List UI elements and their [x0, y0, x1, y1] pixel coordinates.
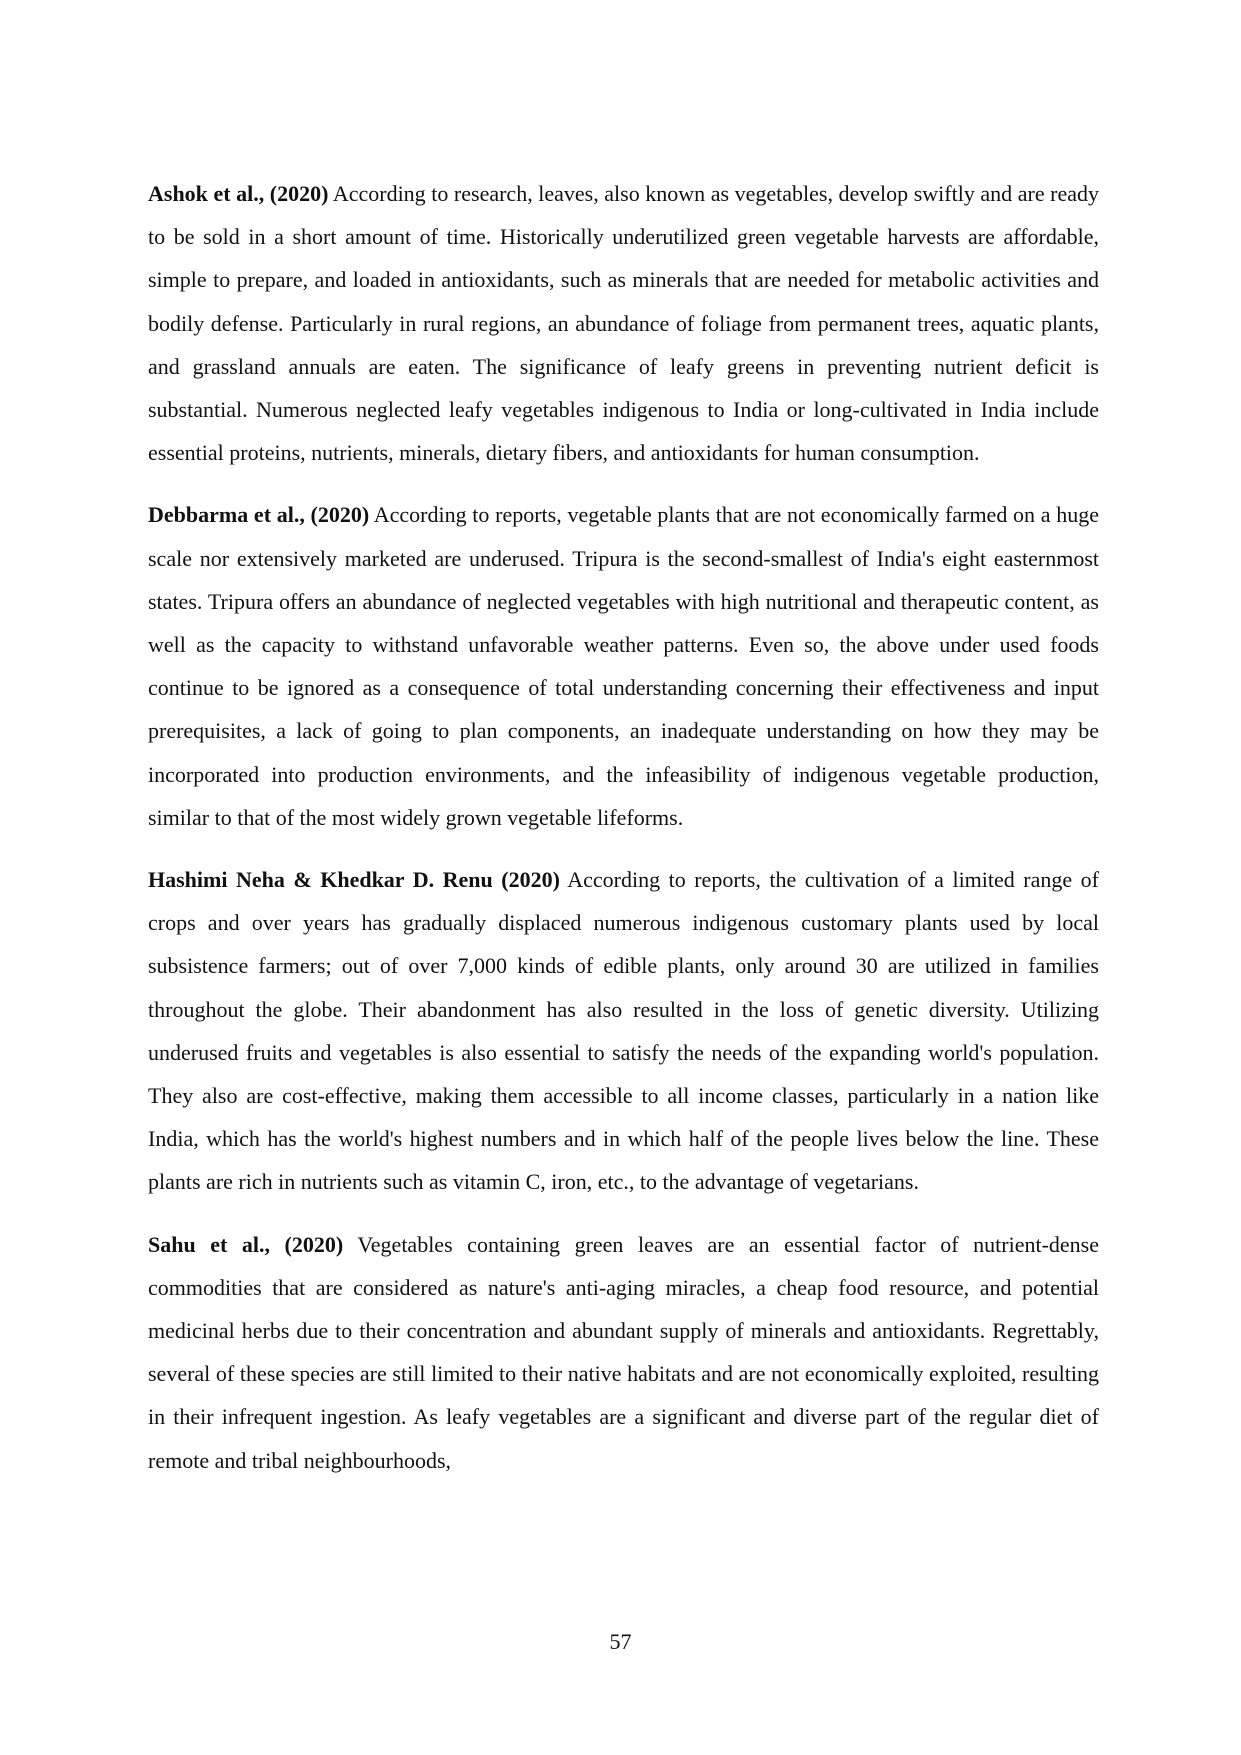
review-paragraph-ashok	[148, 172, 1099, 474]
paragraph-text-sahu: Vegetables containing green leaves are an essential factor of nutrient-dense commodities that are considered as nature's anti-aging miracles, a cheap food resource, and potential medicinal herbs due to their concentration and abundant supply of minerals and antioxidants. Regrettably, several of these species are still limited to their native habitats and are not economically exploited, resulting in their infrequent ingestion. As leafy vegetables are a significant and diverse part of the regular diet of remote and tribal neighbourhoods,	[148, 1231, 1100, 1473]
citation-sahu: Sahu et al., (2020)	[148, 1231, 344, 1257]
citation-debbarma: Debbarma et al., (2020)	[148, 502, 370, 528]
citation-ashok: Ashok et al., (2020)	[148, 181, 329, 206]
paragraph-text-ashok: According to research, leaves, also known as vegetables, develop swiftly and are ready to be sold in a short amount of time. Historically underutilized green vegetable harvests are affordable, simple to prepare, and loaded in antioxidants, such as minerals that are needed for metabolic activities and bodily defense. Particularly in rural regions, an abundance of foliage from permanent trees, aquatic plants, and grassland annuals are eaten. The significance of leafy greens in preventing nutrient deficit is substantial. Numerous neglected leafy vegetables indigenous to India or long-cultivated in India include essential proteins, nutrients, minerals, dietary fibers, and antioxidants for human consumption.	[148, 181, 1100, 466]
review-paragraph-hashimi	[148, 858, 1099, 1204]
citation-hashimi: Hashimi Neha & Khedkar D. Renu (2020)	[148, 867, 560, 893]
paragraph-text-hashimi: According to reports, the cultivation of a limited range of crops and over years has gradually displaced numerous indigenous customary plants used by local subsistence farmers; out of over 7,000 kinds of edible plants, only around 30 are utilized in families throughout the globe. Their abandonment has also resulted in the loss of genetic diversity. Utilizing underused fruits and vegetables is also essential to satisfy the needs of the expanding world's population. They also are cost-effective, making them accessible to all income classes, particularly in a nation like India, which has the world's highest numbers and in which half of the people lives below the line. These plants are rich in nutrients such as vitamin C, iron, etc., to the advantage of vegetarians.	[148, 867, 1100, 1195]
page-number: 57	[609, 1629, 632, 1654]
review-paragraph-sahu	[148, 1223, 1099, 1482]
paragraph-text-debbarma: According to reports, vegetable plants that are not economically farmed on a huge scale nor extensively marketed are underused. Tripura is the second-smallest of India's eight easternmost states. Tripura offers an abundance of neglected vegetables with high nutritional and therapeutic content, as well as the capacity to withstand unfavorable weather patterns. Even so, the above under used foods continue to be ignored as a consequence of total understanding concerning their effectiveness and input prerequisites, a lack of going to plan components, an inadequate understanding on how they may be incorporated into production environments, and the infeasibility of indigenous vegetable production, similar to that of the most widely grown vegetable lifeforms.	[148, 502, 1099, 830]
literature-review-body	[148, 172, 1099, 1482]
review-paragraph-debbarma	[148, 493, 1099, 839]
